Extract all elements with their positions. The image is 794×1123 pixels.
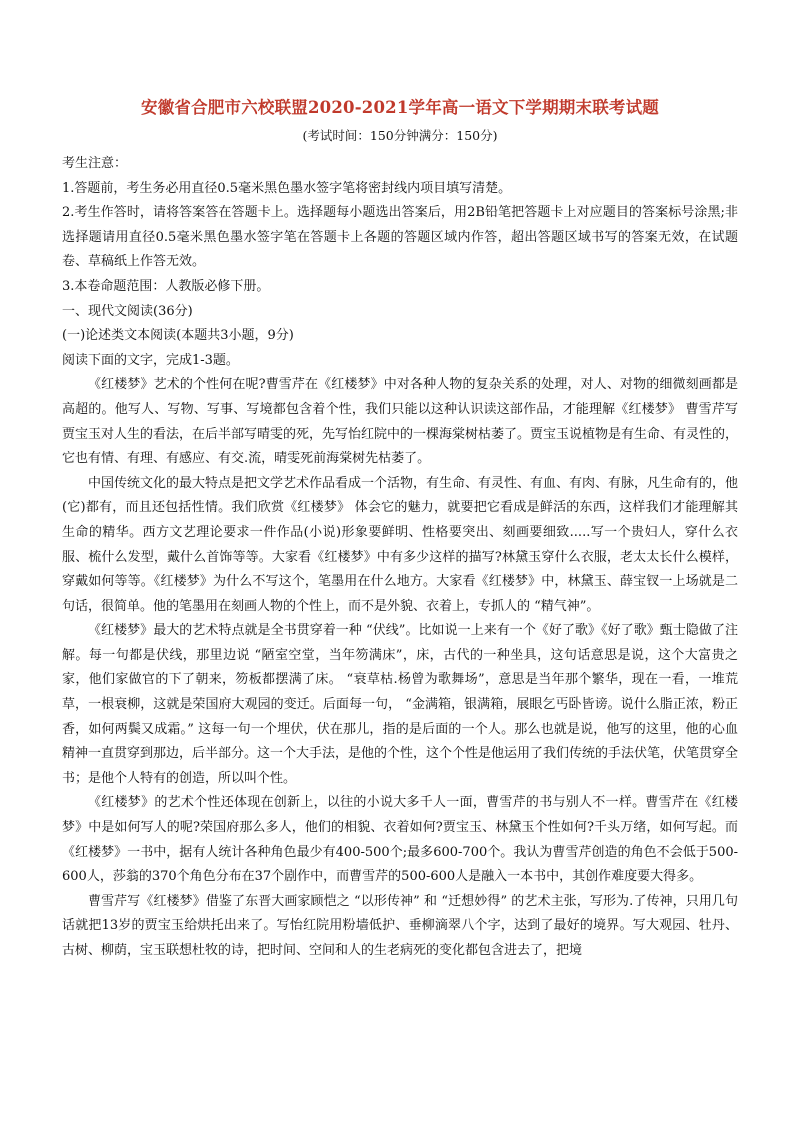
notes-heading: 考生注意： xyxy=(62,156,128,171)
reading-instruction: 阅读下面的文字，完成1-3题。 xyxy=(62,352,239,368)
section-subheading: (一)论述类文本阅读(本题共3小题，9分) xyxy=(62,328,294,344)
passage-paragraph-4: 《红楼梦》的艺术个性还体现在创新上，以往的小说大多千人一面，曹雪芹的书与别人不一样。曹雪芹在《红楼梦》中是如何写人的呢?荣国府那么多人，他们的相貌、衣着如何?贾宝玉、林黛玉个性如何?千头万绪，如何写起。而《红楼梦》一书中，据有人统计各种角色最少有400-500个;最多600-700个。我认为曹雪芹创造的角色不会低于500-600人，莎翁的370个角色分布在37个剧作中，而曹雪芹的500-600人是融入一本书中，其创作难度要大得多。 xyxy=(62,795,738,885)
reading-passage xyxy=(62,373,738,963)
passage-paragraph-1: 《红楼梦》艺术的个性何在呢?曹雪芹在《红楼梦》中对各种人物的复杂关系的处理，对人、对物的细微刻画都是高超的。他写人、写物、写事、写境都包含着个性，我们只能以这种认识读这部作品，才能理解《红楼梦》 曹雪芹写贾宝玉对人生的看法，在后半部写晴雯的死，先写怡红院中的一棵海棠树枯萎了。贾宝玉说植物是有生命、有灵性的，它也有情、有理、有感应、有交.流，晴雯死前海棠树先枯萎了。 xyxy=(62,377,739,467)
note-item-1: 1.答题前，考生务必用直径0.5毫米黑色墨水签字笔将密封线内项目填写清楚。 xyxy=(62,180,512,196)
section-heading: 一、现代文阅读(36分) xyxy=(62,303,193,319)
candidate-notes xyxy=(62,152,738,300)
exam-page xyxy=(62,96,738,964)
section-modern-reading xyxy=(62,300,738,374)
passage-paragraph-5: 曹雪芹写《红楼梦》借鉴了东晋大画家顾恺之 “以形传神” 和 “迁想妙得” 的艺术主张，写形为.了传神，只用几句话就把13岁的贾宝玉给烘托出来了。写怡红院用粉墙低护、垂柳滴翠八个字，达到了最好的境界。写大观园、牡丹、古树、柳荫，宝玉联想杜牧的诗，把时间、空间和人的生老病死的变化都包含进去了，把境 xyxy=(62,893,738,958)
note-item-2: 2.考生作答时，请将答案答在答题卡上。选择题每小题选出答案后，用2B铅笔把答题卡上对应题目的答案标号涂黑;非选择题请用直径0.5毫米黑色墨水签字笔在答题卡上各题的答题区域内作答，超出答题区域书写的答案无效，在试题卷、草稿纸上作答无效。 xyxy=(62,205,738,270)
note-item-3: 3.本卷命题范围：人教版必修下册。 xyxy=(62,278,270,294)
passage-paragraph-3: 《红楼梦》最大的艺术特点就是全书贯穿着一种 “伏线”。比如说一上来有一个《好了歌》《好了歌》甄士隐做了注解。每一句都是伏线，那里边说 “陋室空堂，当年笏满床”，床，古代的一种坐具，这句话意思是说，这个大富贵之家，他们家做官的下了朝来，笏板都摆满了床。 “衰草枯.杨曾为歌舞场”，意思是当年那个繁华，现在一看，一堆荒草，一根衰柳，这就是荣国府大观园的变迁。后面每一句， “金满箱，银满箱，展眼乞丐卧皆谤。说什么脂正浓，粉正香，如何两鬓又成霜。” 这每一句一个埋伏，伏在那儿，指的是后面的一个人。那么也就是说，他写的这里，他的心血精神一直贯穿到那边，后半部分。这一个大手法，是他的个性，这个个性是他运用了我们传统的手法伏笔，伏笔贯穿全书；是他个人特有的创造，所以叫个性。 xyxy=(62,623,739,786)
exam-title: 安徽省合肥市六校联盟2020-2021学年高一语文下学期期末联考试题 xyxy=(141,98,659,117)
passage-paragraph-2: 中国传统文化的最大特点是把文学艺术作品看成一个活物，有生命、有灵性、有血、有肉、有脉，凡生命有的，他(它)都有，而且还包括性情。我们欣赏《红楼梦》 体会它的魅力，就要把它看成是鲜活的东西，这样我们才能理解其生命的精华。西方文艺理论要求一件作品(小说)形象要鲜明、性格要突出、刻画要细致.....写一个贵妇人，穿什么衣服、梳什么发型，戴什么首饰等等。大家看《红楼梦》中有多少这样的描写?林黛玉穿什么衣服，老太太长什么模样，穿戴如何等等。《红楼梦》为什么不写这个，笔墨用在什么地方。大家看《红楼梦》中，林黛玉、薛宝钗一上场就是二句话，很简单。他的笔墨用在刻画人物的个性上，而不是外貌、衣着上，专抓人的 “精气神”。 xyxy=(62,475,739,614)
exam-time-info: (考试时间：150分钟满分：150分) xyxy=(302,128,498,143)
